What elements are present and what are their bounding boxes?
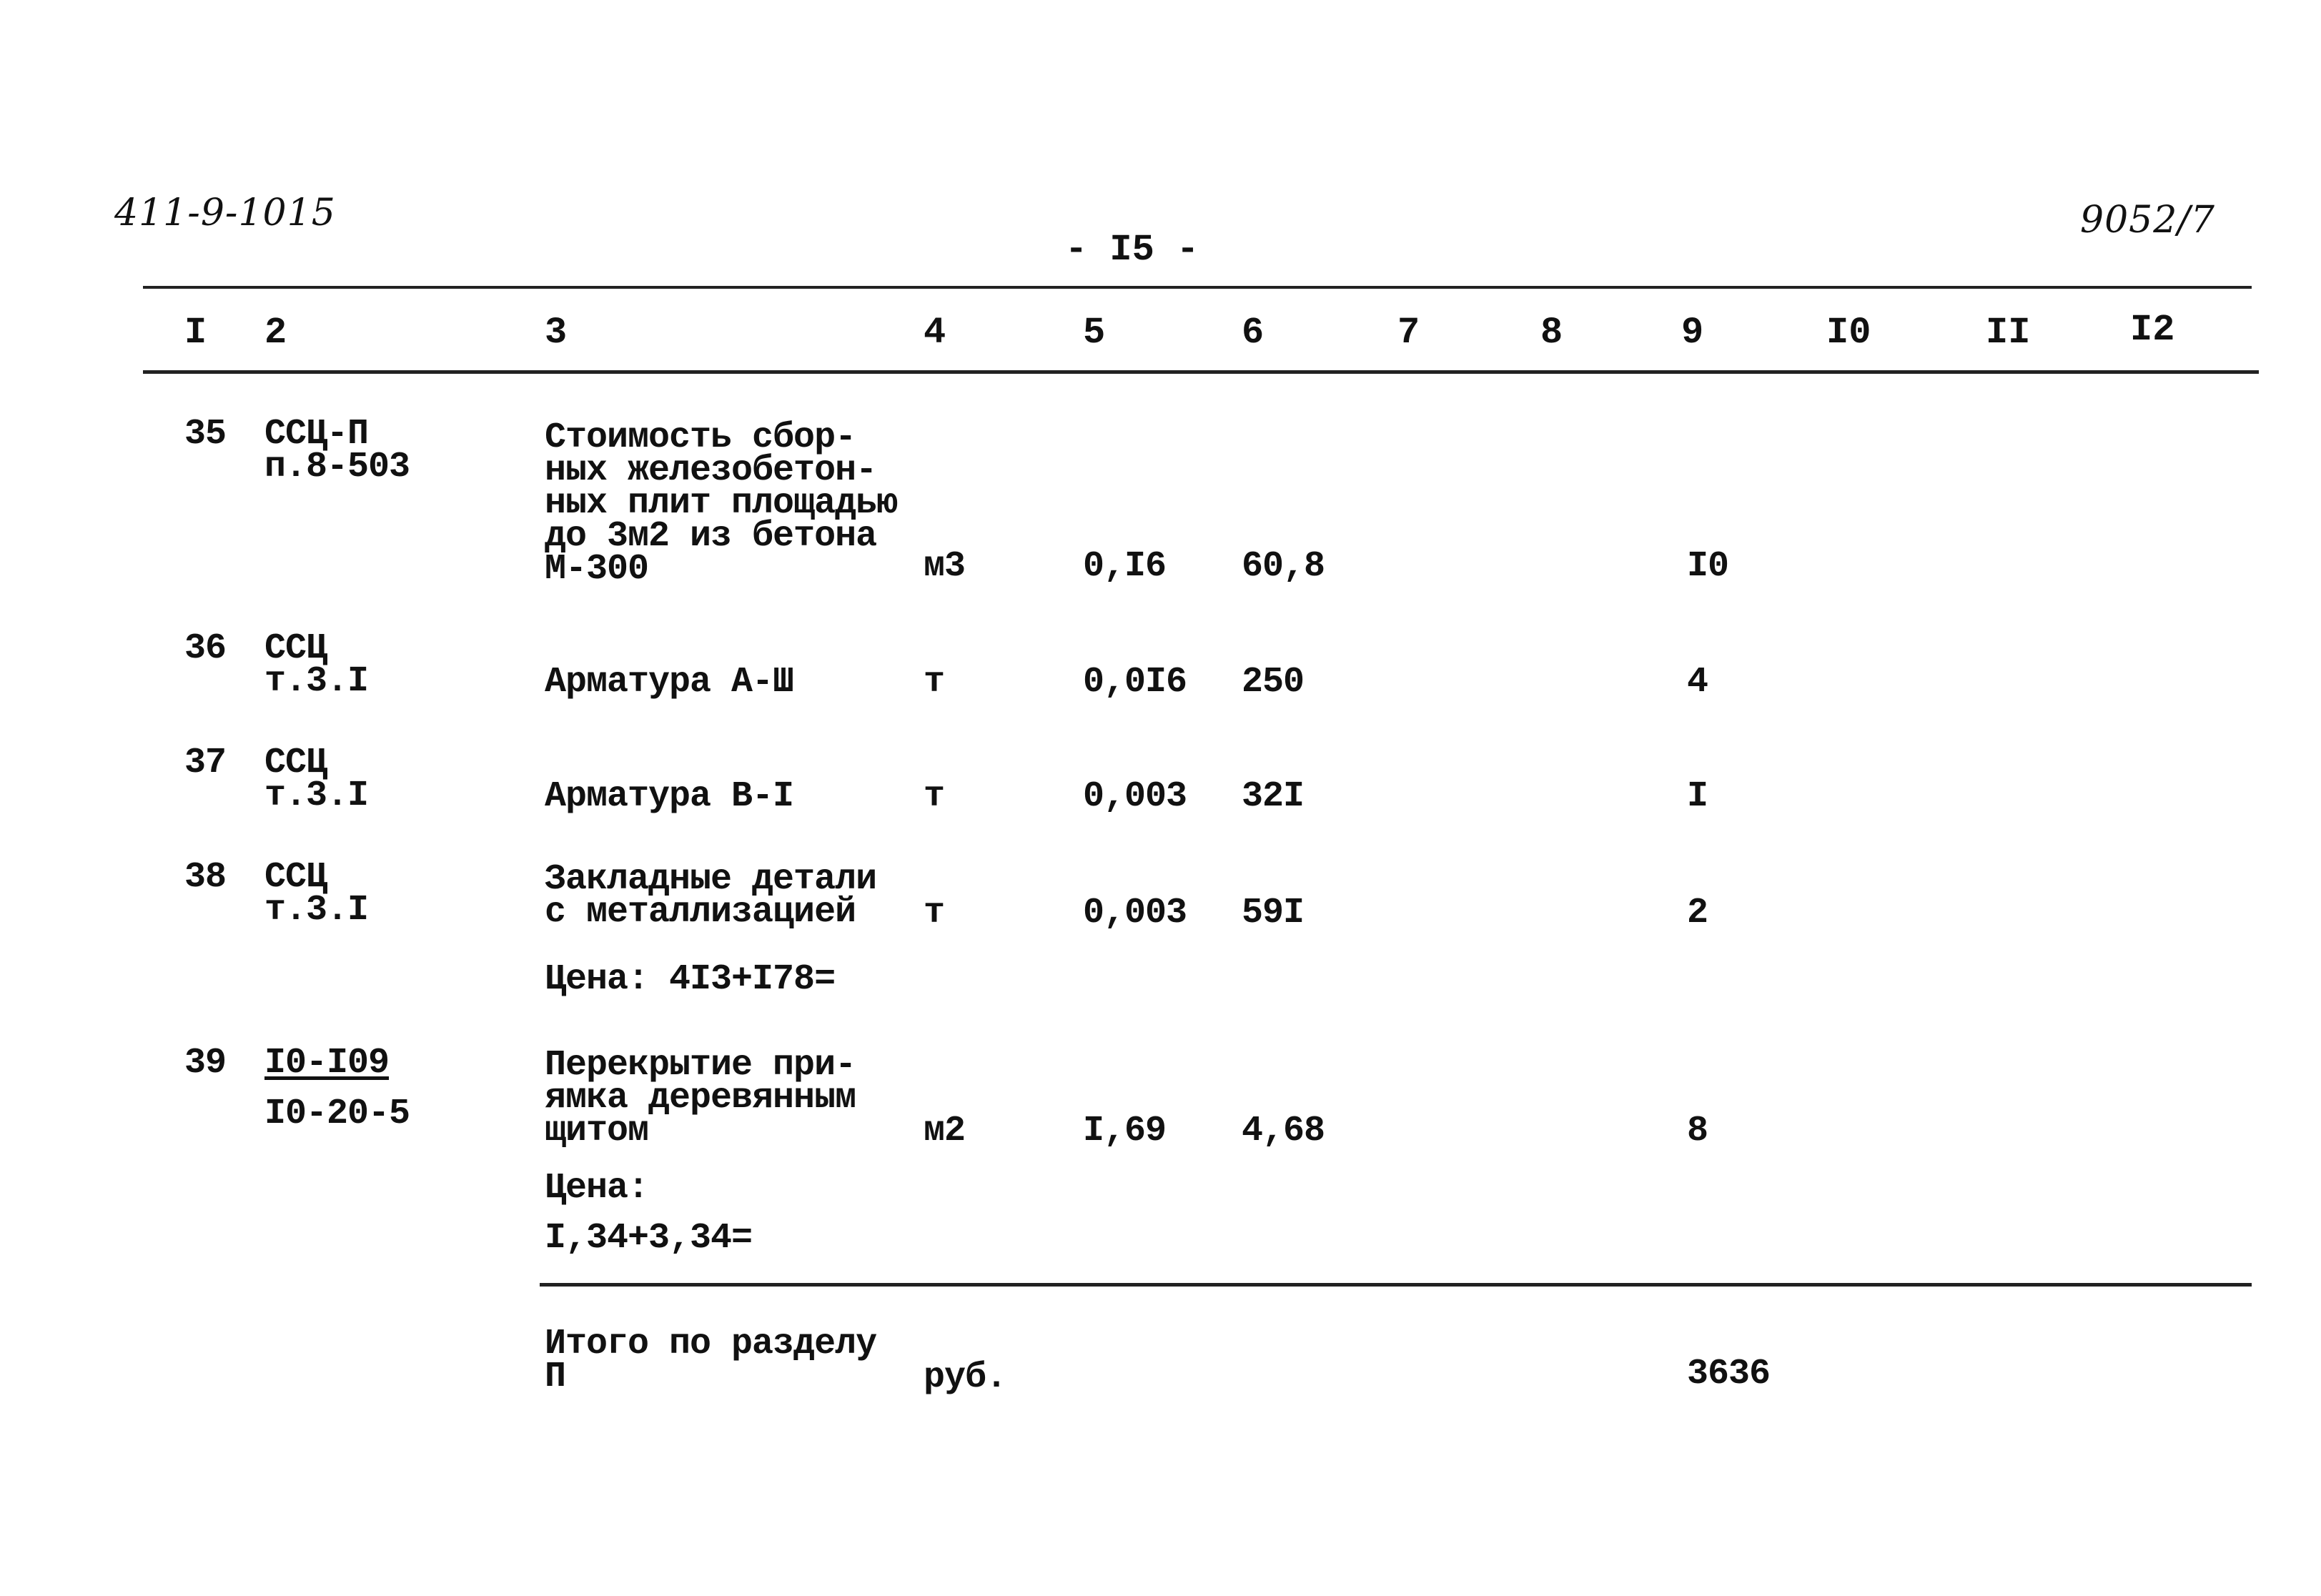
unit-price: 59I bbox=[1242, 893, 1305, 933]
quantity: 0,003 bbox=[1083, 776, 1187, 817]
document-code: 411-9-1015 bbox=[114, 192, 336, 234]
item-description: Арматура В-I bbox=[545, 776, 794, 817]
column-header-12: I2 bbox=[2130, 309, 2175, 351]
row-number: 36 bbox=[184, 628, 227, 669]
unit: м2 bbox=[924, 1111, 966, 1151]
item-description: Закладные детали с металлизацией bbox=[545, 859, 877, 933]
unit: т bbox=[924, 893, 945, 933]
total-cost: 4 bbox=[1687, 662, 1708, 703]
unit-price: 250 bbox=[1242, 662, 1305, 703]
price-note: Цена: I,34+3,34= bbox=[545, 1168, 753, 1259]
reference-code: ССЦ т.3.I bbox=[264, 743, 369, 816]
column-header-1: I bbox=[184, 312, 207, 354]
unit: т bbox=[924, 776, 945, 817]
column-header-10: I0 bbox=[1826, 312, 1871, 354]
reference-code-bottom: I0-20-5 bbox=[264, 1094, 410, 1134]
summary-unit: руб. bbox=[924, 1357, 1007, 1398]
summary-label: Итого по разделу П bbox=[545, 1324, 877, 1397]
quantity: 0,003 bbox=[1083, 893, 1187, 933]
column-header-9: 9 bbox=[1681, 312, 1704, 354]
row-number: 35 bbox=[184, 414, 227, 455]
reference-code: ССЦ т.3.I bbox=[264, 857, 369, 931]
total-cost: I0 bbox=[1687, 546, 1729, 587]
reference-code-top: I0-I09 bbox=[264, 1043, 390, 1084]
column-header-11: II bbox=[1986, 312, 2031, 354]
row-number: 39 bbox=[184, 1043, 227, 1084]
quantity: 0,0I6 bbox=[1083, 662, 1187, 703]
total-cost: I bbox=[1687, 776, 1708, 817]
quantity: 0,I6 bbox=[1083, 546, 1167, 587]
column-header-2: 2 bbox=[264, 312, 287, 354]
unit-price: 32I bbox=[1242, 776, 1305, 817]
unit-price: 60,8 bbox=[1242, 546, 1325, 587]
unit: м3 bbox=[924, 546, 966, 587]
total-cost: 2 bbox=[1687, 893, 1708, 933]
summary-total: 3636 bbox=[1687, 1354, 1771, 1394]
header-bottom-rule bbox=[143, 370, 2259, 374]
row-number: 38 bbox=[184, 857, 227, 898]
column-header-7: 7 bbox=[1397, 312, 1420, 354]
reference-code: ССЦ-П п.8-503 bbox=[264, 414, 410, 487]
column-header-3: 3 bbox=[545, 312, 568, 354]
column-header-5: 5 bbox=[1083, 312, 1106, 354]
column-header-8: 8 bbox=[1540, 312, 1563, 354]
reference-code: ССЦ т.3.I bbox=[264, 628, 369, 702]
sheet-reference: 9052/7 bbox=[2080, 199, 2215, 242]
item-description: Перекрытие при- ямка деревянным щитом bbox=[545, 1045, 856, 1151]
quantity: I,69 bbox=[1083, 1111, 1167, 1151]
column-header-6: 6 bbox=[1242, 312, 1265, 354]
unit-price: 4,68 bbox=[1242, 1111, 1325, 1151]
table-top-rule bbox=[143, 286, 2252, 289]
item-description: Стоимость сбор- ных железобетон- ных плит площадью до 3м2 из бетона М-300 bbox=[545, 417, 898, 590]
row-number: 37 bbox=[184, 743, 227, 783]
total-cost: 8 bbox=[1687, 1111, 1708, 1151]
unit: т bbox=[924, 662, 945, 703]
item-description: Арматура А-Ш bbox=[545, 662, 794, 703]
page-number: - I5 - bbox=[1065, 229, 1199, 271]
summary-rule bbox=[540, 1283, 2252, 1287]
price-note: Цена: 4I3+I78= bbox=[545, 959, 836, 1000]
column-header-4: 4 bbox=[924, 312, 946, 354]
